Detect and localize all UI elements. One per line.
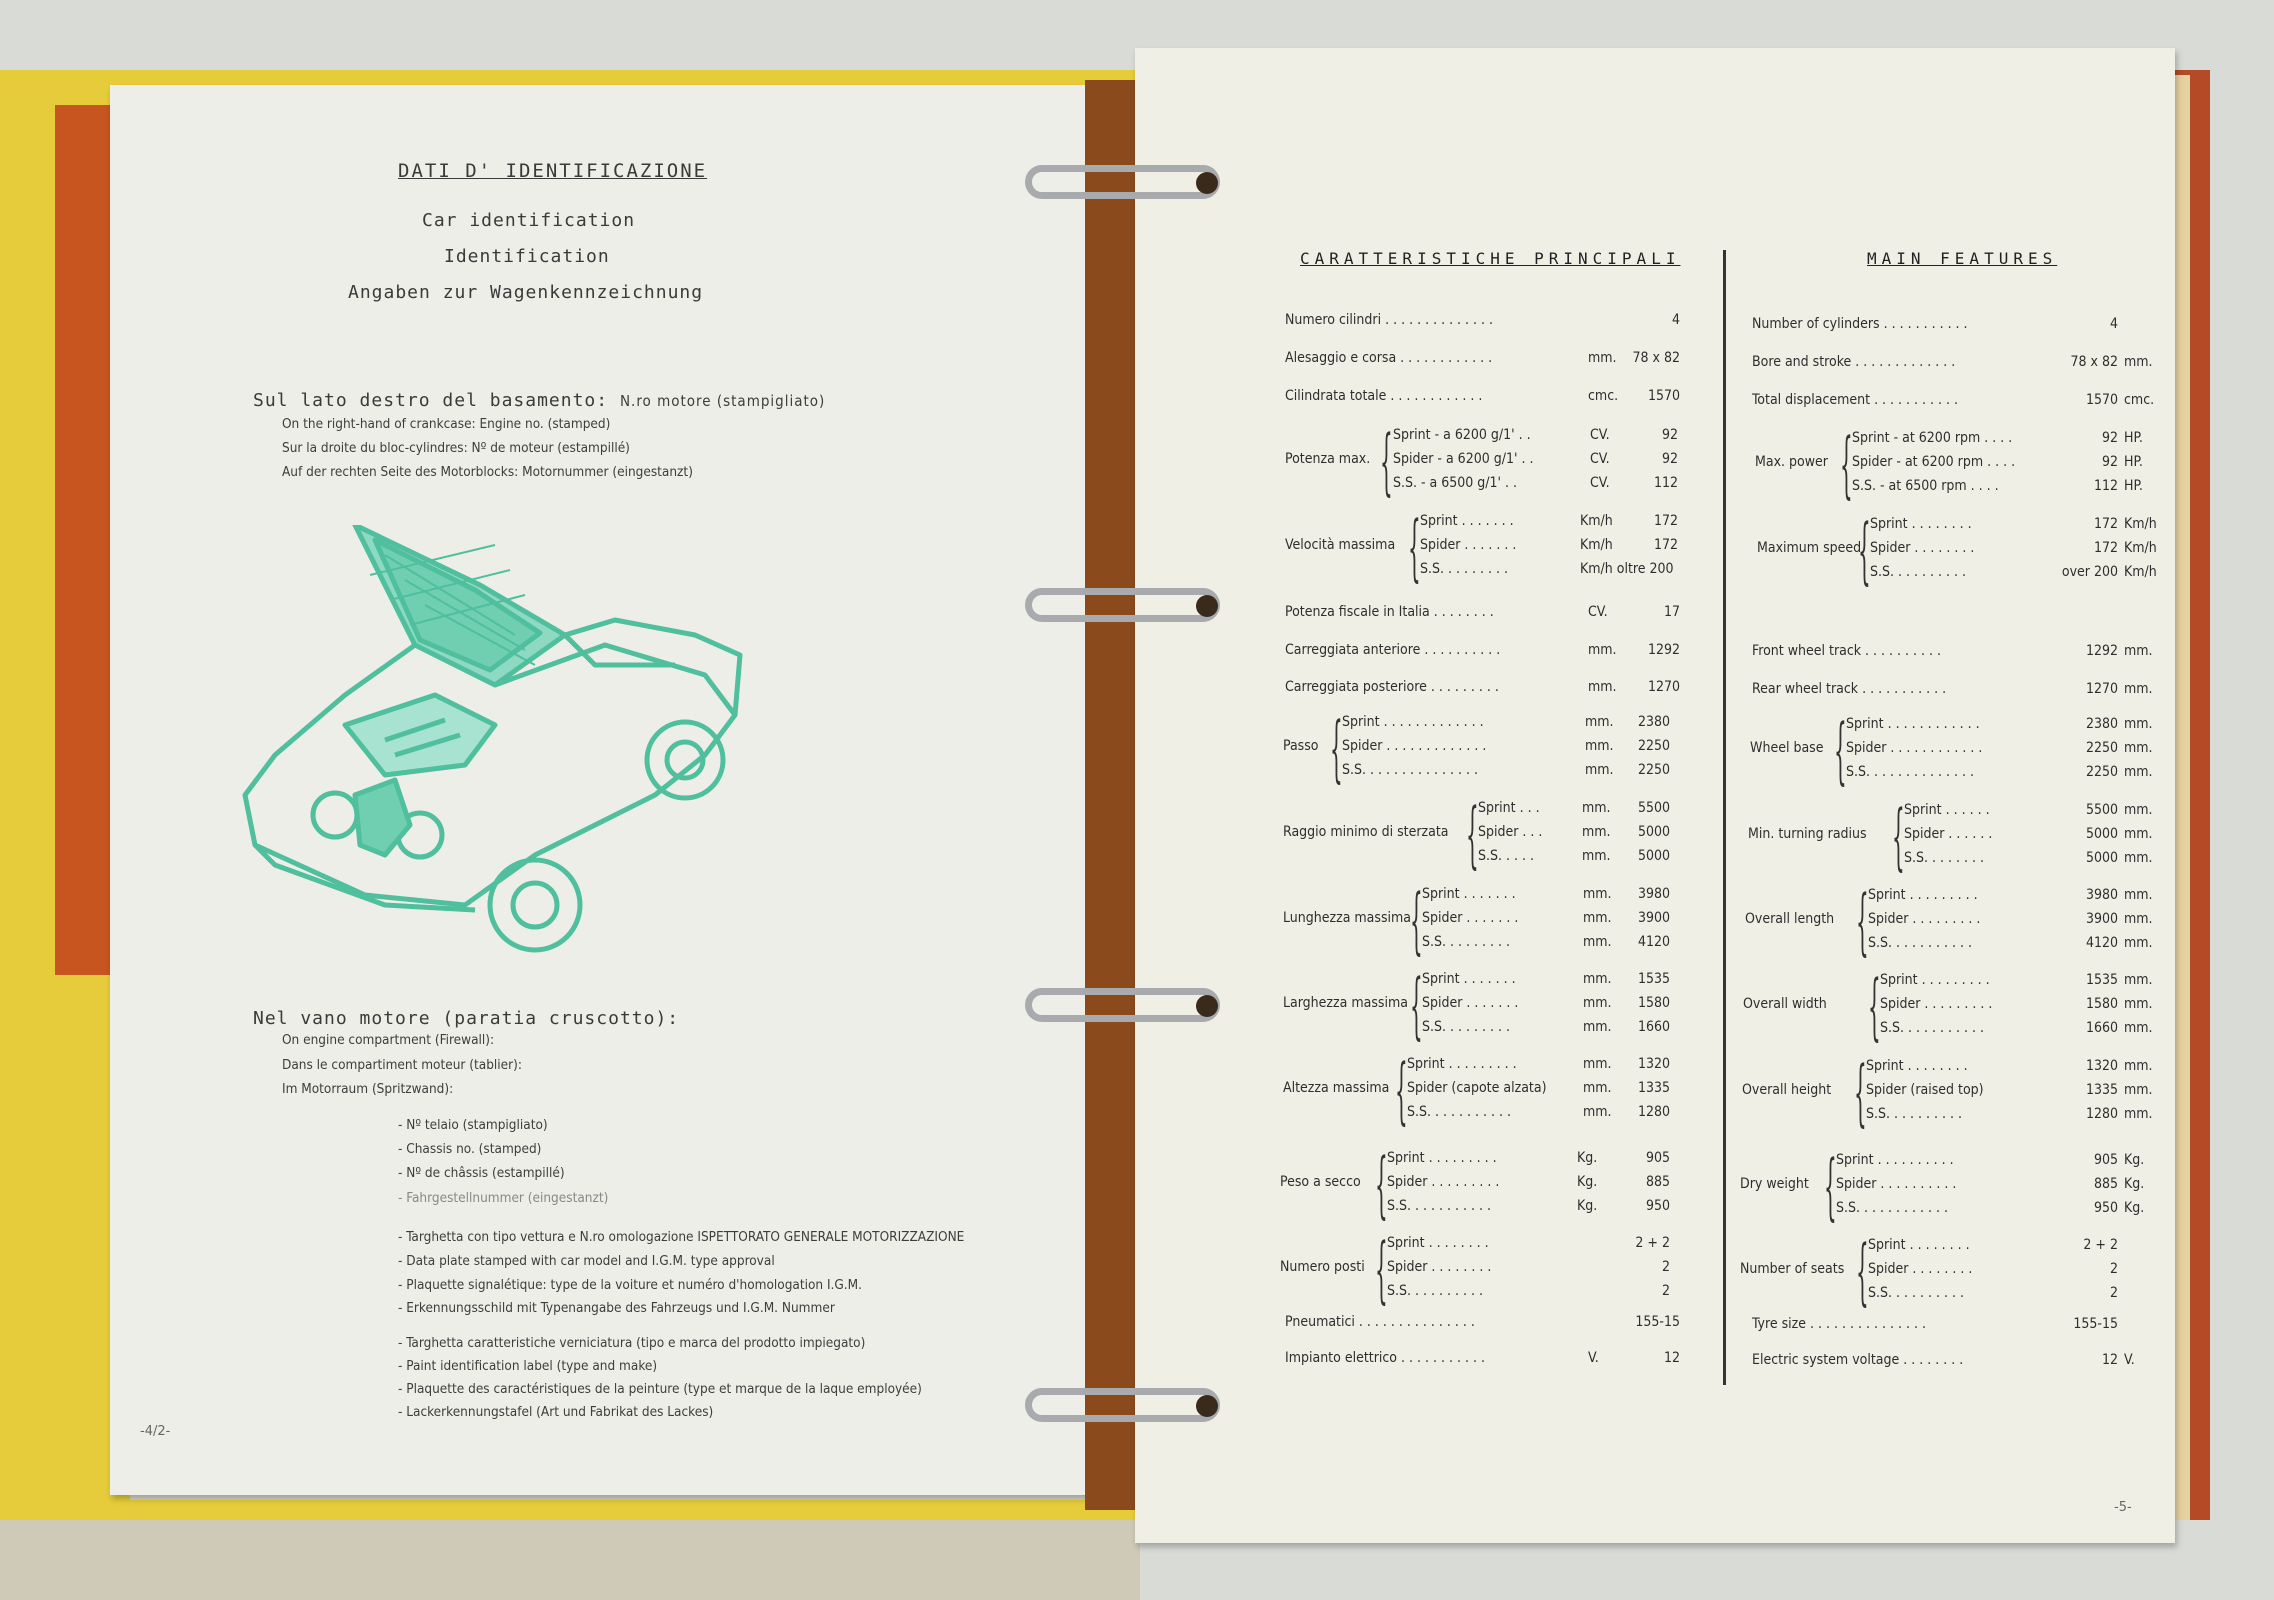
spec-label-weight: Peso a secco: [1280, 1174, 1361, 1190]
spec-label-height: Overall height: [1742, 1082, 1832, 1098]
spec-unit-rear_track: mm.: [1588, 679, 1617, 695]
spec-row-value: 1660: [2085, 1020, 2118, 1036]
spec-row-value: 2 + 2: [2083, 1237, 2118, 1253]
spec-row-unit: mm.: [2124, 802, 2153, 818]
spec-row-value: 950: [2093, 1200, 2118, 1216]
spec-unit-fiscal: CV.: [1588, 604, 1608, 620]
binder-tab-strip: [55, 105, 115, 975]
spec-value-displacement: 1570: [2085, 392, 2118, 408]
spec-row-value: 1660: [1637, 1019, 1670, 1035]
spec-label-rear_track: Carreggiata posteriore . . . . . . . . .: [1285, 679, 1499, 695]
spec-row-unit: Km/h: [2124, 564, 2157, 580]
spec-row-unit: CV.: [1590, 427, 1610, 443]
spec-row-model: Spider - a 6200 g/1' . .: [1393, 451, 1534, 467]
spec-row-model: Spider . . . . . . . .: [1387, 1259, 1492, 1275]
spec-row-model: S.S. - at 6500 rpm . . . .: [1852, 478, 1999, 494]
spec-row-model: Sprint . . . . . . . .: [1870, 516, 1972, 532]
spec-unit-front_track: mm.: [2124, 643, 2153, 659]
spec-row-value: 1580: [1637, 995, 1670, 1011]
engine-line: Auf der rechten Seite des Motorblocks: Motornummer (eingestanzt): [282, 464, 693, 480]
spec-unit-displacement: cmc.: [1588, 388, 1619, 404]
spec-row-unit: Kg.: [2124, 1200, 2145, 1216]
spec-label-displacement: Cilindrata totale . . . . . . . . . . . .: [1285, 388, 1483, 404]
spec-row-value: 112: [2093, 478, 2118, 494]
spec-row-value: 172: [1653, 513, 1678, 529]
spec-row-value: 172: [2093, 516, 2118, 532]
spec-value-bore: 78 x 82: [2070, 354, 2118, 370]
engine-line: Sur la droite du bloc-cylindres: Nº de moteur (estampillé): [282, 440, 630, 456]
spec-row-unit: mm.: [2124, 1020, 2153, 1036]
spec-row-unit: mm.: [2124, 826, 2153, 842]
spec-value-rear_track: 1270: [2085, 681, 2118, 697]
page-number-right: -5-: [2114, 1500, 2132, 1515]
brace-glyph: {: [1395, 1046, 1408, 1134]
brace-glyph: {: [1410, 961, 1423, 1049]
spec-row-value: 885: [1645, 1174, 1670, 1190]
engine-heading: [253, 390, 825, 411]
spec-row-value: 172: [2093, 540, 2118, 556]
spec-row-value: 92: [1661, 451, 1678, 467]
binder-ring: [1025, 588, 1220, 622]
subtitle-de: Angaben zur Wagenkennzeichnung: [348, 282, 704, 303]
brace-glyph: {: [1856, 1227, 1869, 1315]
plate-line: - Erkennungsschild mit Typenangabe des Fahrzeugs und I.G.M. Nummer: [398, 1300, 835, 1316]
brace-glyph: {: [1408, 503, 1421, 591]
spec-row-unit: mm.: [1583, 910, 1612, 926]
spec-row-unit: mm.: [1583, 934, 1612, 950]
paint-line: - Plaquette des caractéristiques de la peinture (type et marque de la laque employée): [398, 1381, 922, 1397]
spec-row-value: 2250: [1637, 762, 1670, 778]
spec-row-model: Spider (capote alzata): [1407, 1080, 1547, 1096]
spec-row-unit: mm.: [1583, 1104, 1612, 1120]
binder-ring: [1025, 165, 1220, 199]
spec-label-bore: Alesaggio e corsa . . . . . . . . . . . .: [1285, 350, 1493, 366]
spec-row-model: Spider . . . . . . .: [1420, 537, 1517, 553]
spec-row-model: Sprint - at 6200 rpm . . . .: [1852, 430, 2013, 446]
spec-unit-front_track: mm.: [1588, 642, 1617, 658]
spec-row-value: 2 + 2: [1635, 1235, 1670, 1251]
brace-glyph: {: [1330, 704, 1343, 792]
compartment-line: Im Motorraum (Spritzwand):: [282, 1081, 454, 1097]
chassis-line: - Nº de châssis (estampillé): [398, 1165, 565, 1181]
spec-row-value: 950: [1645, 1198, 1670, 1214]
brace-glyph: {: [1834, 706, 1847, 794]
spec-label-front_track: Front wheel track . . . . . . . . . .: [1752, 643, 1942, 659]
spec-row-unit: mm.: [1583, 1056, 1612, 1072]
spec-label-tyres: Pneumatici . . . . . . . . . . . . . . .: [1285, 1314, 1475, 1330]
spec-value-front_track: 1292: [2085, 643, 2118, 659]
spec-row-model: Sprint . . . . . . . . .: [1880, 972, 1990, 988]
spec-row-model: Sprint . . . . . . .: [1420, 513, 1514, 529]
spec-label-power: Max. power: [1755, 454, 1828, 470]
spec-row-model: S.S. . . . . . . . . .: [1868, 1285, 1964, 1301]
spec-row-value: 2: [1661, 1259, 1670, 1275]
spec-row-unit: mm.: [2124, 1082, 2153, 1098]
spec-row-unit: mm.: [2124, 935, 2153, 951]
spec-unit-electric: V.: [2124, 1352, 2135, 1368]
spec-label-displacement: Total displacement . . . . . . . . . . .: [1752, 392, 1959, 408]
spec-unit-bore: mm.: [2124, 354, 2153, 370]
punch-hole: [1196, 995, 1218, 1017]
spec-row-value: 2380: [1637, 714, 1670, 730]
spec-row-value: 3900: [2085, 911, 2118, 927]
spec-value-tyres: 155-15: [1635, 1314, 1680, 1330]
spec-row-value: 1335: [2085, 1082, 2118, 1098]
engine-heading-tail: N.ro motore (stampigliato): [619, 392, 826, 410]
spec-value-displacement: 1570: [1647, 388, 1680, 404]
chassis-line: - Nº telaio (stampigliato): [398, 1117, 548, 1133]
brace-glyph: {: [1858, 506, 1871, 594]
spec-row-unit: mm.: [2124, 1058, 2153, 1074]
spec-row-model: Spider . . . . . . . . .: [1868, 911, 1981, 927]
binder-ring: [1025, 1388, 1220, 1422]
spec-row-value: 92: [1661, 427, 1678, 443]
spec-row-value: 3980: [2085, 887, 2118, 903]
spec-row-model: Sprint . . . . . . . . . . . .: [1846, 716, 1980, 732]
spec-row-model: Spider . . . . . . . .: [1870, 540, 1975, 556]
spec-label-width: Overall width: [1743, 996, 1827, 1012]
spec-value-cylinders: 4: [2109, 316, 2118, 332]
spec-row-model: Spider . . . . . . . . .: [1387, 1174, 1500, 1190]
spec-row-value: 2380: [2085, 716, 2118, 732]
punch-hole: [1196, 595, 1218, 617]
spec-label-turning: Raggio minimo di sterzata: [1283, 824, 1449, 840]
spec-row-unit: mm.: [1585, 762, 1614, 778]
punch-hole: [1196, 1395, 1218, 1417]
car-illustration: [235, 525, 845, 965]
compartment-line: Dans le compartiment moteur (tablier):: [282, 1057, 522, 1073]
spec-row-unit: mm.: [2124, 996, 2153, 1012]
spec-label-weight: Dry weight: [1740, 1176, 1809, 1192]
spec-row-unit: mm.: [1582, 800, 1611, 816]
spec-row-unit: mm.: [2124, 764, 2153, 780]
spec-row-unit: Km/h oltre 200: [1580, 561, 1674, 577]
spec-row-unit: mm.: [2124, 911, 2153, 927]
engine-line: On the right-hand of crankcase: Engine no. (stamped): [282, 416, 611, 432]
it-header: CARATTERISTICHE PRINCIPALI: [1300, 249, 1681, 268]
spec-row-model: Spider . . . . . . . . . . . . .: [1342, 738, 1487, 754]
brace-glyph: {: [1840, 420, 1853, 508]
spec-unit-electric: V.: [1588, 1350, 1599, 1366]
spec-row-unit: Kg.: [2124, 1152, 2145, 1168]
spec-label-tyres: Tyre size . . . . . . . . . . . . . . .: [1752, 1316, 1926, 1332]
binder-spine: [1085, 80, 1140, 1510]
spec-row-value: 1535: [1637, 971, 1670, 987]
brace-glyph: {: [1892, 792, 1905, 880]
column-divider: [1723, 250, 1726, 1385]
spec-row-model: Sprint . . . . . . .: [1422, 886, 1516, 902]
brace-glyph: {: [1466, 790, 1479, 878]
spec-row-unit: HP.: [2124, 478, 2143, 494]
spec-row-value: 2250: [2085, 764, 2118, 780]
spec-row-unit: mm.: [1585, 738, 1614, 754]
spec-row-unit: mm.: [2124, 850, 2153, 866]
spec-row-model: Spider . . . . . . .: [1422, 995, 1519, 1011]
spec-row-value: over 200: [2061, 564, 2118, 580]
spec-row-unit: Kg.: [1577, 1174, 1598, 1190]
spec-row-model: S.S. . . . . . . . . . .: [1407, 1104, 1511, 1120]
spec-label-speed: Maximum speed: [1757, 540, 1862, 556]
spec-row-unit: mm.: [2124, 740, 2153, 756]
binder-ring: [1025, 988, 1220, 1022]
spec-row-value: 92: [2101, 430, 2118, 446]
brace-glyph: {: [1410, 876, 1423, 964]
identification-title: DATI D' IDENTIFICAZIONE: [398, 160, 708, 182]
spec-row-model: Sprint . . . . . . . .: [1868, 1237, 1970, 1253]
spec-row-model: Spider . . . . . .: [1904, 826, 1993, 842]
spec-unit-displacement: cmc.: [2124, 392, 2155, 408]
spec-row-model: S.S. . . . . . . . . . . . . . .: [1342, 762, 1478, 778]
spec-label-seats: Numero posti: [1280, 1259, 1365, 1275]
spec-row-model: Spider . . .: [1478, 824, 1543, 840]
spec-row-value: 5000: [1637, 824, 1670, 840]
spec-row-model: Spider (raised top): [1866, 1082, 1984, 1098]
paint-line: - Lackerkennungstafel (Art und Fabrikat des Lackes): [398, 1404, 714, 1420]
spec-row-model: S.S. . . . . . . . . .: [1866, 1106, 1962, 1122]
spec-row-unit: mm.: [1583, 1080, 1612, 1096]
spec-row-unit: Km/h: [1580, 537, 1613, 553]
spec-row-model: Sprint . . . . . . . . . .: [1836, 1152, 1954, 1168]
spec-label-length: Lunghezza massima: [1283, 910, 1412, 926]
spec-label-turning: Min. turning radius: [1748, 826, 1867, 842]
brace-glyph: {: [1380, 417, 1393, 505]
spec-row-value: 4120: [2085, 935, 2118, 951]
spec-value-front_track: 1292: [1647, 642, 1680, 658]
brace-glyph: {: [1824, 1142, 1837, 1230]
spec-row-value: 1280: [2085, 1106, 2118, 1122]
spec-row-model: Spider . . . . . . . . .: [1880, 996, 1993, 1012]
spec-row-unit: mm.: [1582, 848, 1611, 864]
spec-row-model: S.S. . . . . . . . . . . .: [1836, 1200, 1948, 1216]
spec-row-unit: mm.: [1585, 714, 1614, 730]
spec-row-model: Spider . . . . . . . . . .: [1836, 1176, 1957, 1192]
table-surface: [0, 1520, 1140, 1600]
spec-row-model: Spider . . . . . . . . . . . .: [1846, 740, 1983, 756]
spec-row-value: 92: [2101, 454, 2118, 470]
spec-row-model: Sprint . . . . . . .: [1422, 971, 1516, 987]
spec-row-value: 5500: [1637, 800, 1670, 816]
spec-row-value: 2: [1661, 1283, 1670, 1299]
spec-row-model: S.S. . . . . . . . . .: [1870, 564, 1966, 580]
spec-row-unit: Km/h: [1580, 513, 1613, 529]
spec-row-unit: mm.: [1583, 1019, 1612, 1035]
spec-value-cylinders: 4: [1671, 312, 1680, 328]
spec-row-model: S.S. . . . . . . . . . . . . .: [1846, 764, 1974, 780]
spec-label-width: Larghezza massima: [1283, 995, 1408, 1011]
spec-row-value: 1580: [2085, 996, 2118, 1012]
chassis-line: - Fahrgestellnummer (eingestanzt): [398, 1190, 609, 1206]
spec-row-unit: CV.: [1590, 475, 1610, 491]
spec-row-model: S.S. . . . . . . . . . .: [1868, 935, 1972, 951]
brace-glyph: {: [1375, 1140, 1388, 1228]
spec-row-model: Sprint . . . . . . . . .: [1407, 1056, 1517, 1072]
spec-row-value: 905: [2093, 1152, 2118, 1168]
spec-value-rear_track: 1270: [1647, 679, 1680, 695]
plate-line: - Data plate stamped with car model and I.G.M. type approval: [398, 1253, 775, 1269]
spec-label-electric: Electric system voltage . . . . . . . .: [1752, 1352, 1964, 1368]
spec-row-model: S.S. . . . . . . . .: [1420, 561, 1508, 577]
spec-row-value: 885: [2093, 1176, 2118, 1192]
spec-label-seats: Number of seats: [1740, 1261, 1845, 1277]
spec-row-unit: mm.: [1583, 886, 1612, 902]
spec-row-model: Sprint . . . . . . . .: [1387, 1235, 1489, 1251]
spec-label-cylinders: Number of cylinders . . . . . . . . . . .: [1752, 316, 1968, 332]
spec-label-speed: Velocità massima: [1285, 537, 1396, 553]
spec-row-value: 112: [1653, 475, 1678, 491]
spec-row-model: Sprint . . . . . . . . . . . . .: [1342, 714, 1484, 730]
paint-line: - Targhetta caratteristiche verniciatura (tipo e marca del prodotto impiegato): [398, 1335, 866, 1351]
engine-heading-text: Sul lato destro del basamento:: [253, 390, 609, 411]
punch-hole: [1196, 172, 1218, 194]
spec-value-fiscal: 17: [1663, 604, 1680, 620]
page-number-left: -4/2-: [140, 1424, 171, 1439]
spec-row-unit: HP.: [2124, 430, 2143, 446]
subtitle-en: Car identification: [422, 210, 636, 231]
spec-row-value: 5000: [2085, 850, 2118, 866]
spec-row-value: 1535: [2085, 972, 2118, 988]
spec-row-model: Spider - at 6200 rpm . . . .: [1852, 454, 2016, 470]
spec-row-value: 4120: [1637, 934, 1670, 950]
spec-unit-bore: mm.: [1588, 350, 1617, 366]
spec-label-electric: Impianto elettrico . . . . . . . . . . .: [1285, 1350, 1485, 1366]
spec-row-model: S.S. . . . .: [1478, 848, 1534, 864]
spec-row-model: S.S. . . . . . . . .: [1422, 1019, 1510, 1035]
spec-row-unit: mm.: [1583, 995, 1612, 1011]
compartment-heading: Nel vano motore (paratia cruscotto):: [253, 1008, 680, 1029]
spec-label-length: Overall length: [1745, 911, 1835, 927]
spec-label-cylinders: Numero cilindri . . . . . . . . . . . . . .: [1285, 312, 1494, 328]
spec-value-bore: 78 x 82: [1632, 350, 1680, 366]
spec-row-model: S.S. . . . . . . . . .: [1387, 1283, 1483, 1299]
spec-row-model: Sprint . . . . . . . . .: [1387, 1150, 1497, 1166]
spec-label-front_track: Carreggiata anteriore . . . . . . . . . .: [1285, 642, 1501, 658]
spec-value-electric: 12: [1663, 1350, 1680, 1366]
spec-row-value: 1320: [1637, 1056, 1670, 1072]
spec-row-model: Sprint . . . . . .: [1904, 802, 1990, 818]
brace-glyph: {: [1854, 1048, 1867, 1136]
spec-row-value: 2250: [2085, 740, 2118, 756]
spec-label-power: Potenza max.: [1285, 451, 1371, 467]
spec-row-unit: Km/h: [2124, 540, 2157, 556]
spec-row-value: 2: [2109, 1285, 2118, 1301]
spec-row-unit: mm.: [2124, 972, 2153, 988]
spec-row-value: 1335: [1637, 1080, 1670, 1096]
chassis-line: - Chassis no. (stamped): [398, 1141, 542, 1157]
spec-row-model: S.S. . . . . . . .: [1904, 850, 1984, 866]
spec-row-model: Spider . . . . . . . .: [1868, 1261, 1973, 1277]
spec-row-unit: Kg.: [1577, 1150, 1598, 1166]
paint-line: - Paint identification label (type and make): [398, 1358, 658, 1374]
spec-row-model: Sprint - a 6200 g/1' . .: [1393, 427, 1531, 443]
spec-row-value: 5000: [2085, 826, 2118, 842]
plate-line: - Plaquette signalétique: type de la voiture et numéro d'homologation I.G.M.: [398, 1277, 863, 1293]
spec-row-value: 172: [1653, 537, 1678, 553]
spec-row-value: 1280: [1637, 1104, 1670, 1120]
spec-row-unit: HP.: [2124, 454, 2143, 470]
spec-row-value: 5500: [2085, 802, 2118, 818]
brace-glyph: {: [1868, 962, 1881, 1050]
spec-row-value: 905: [1645, 1150, 1670, 1166]
spec-label-height: Altezza massima: [1283, 1080, 1390, 1096]
spec-unit-rear_track: mm.: [2124, 681, 2153, 697]
spec-row-model: S.S. - a 6500 g/1' . .: [1393, 475, 1518, 491]
spec-row-value: 2: [2109, 1261, 2118, 1277]
spec-row-model: Sprint . . . . . . . .: [1866, 1058, 1968, 1074]
spec-row-model: Sprint . . .: [1478, 800, 1540, 816]
spec-label-bore: Bore and stroke . . . . . . . . . . . . .: [1752, 354, 1956, 370]
spec-row-value: 1320: [2085, 1058, 2118, 1074]
spec-row-value: 3980: [1637, 886, 1670, 902]
spec-value-tyres: 155-15: [2073, 1316, 2118, 1332]
spec-row-unit: mm.: [1582, 824, 1611, 840]
spec-row-unit: mm.: [2124, 1106, 2153, 1122]
spec-row-value: 5000: [1637, 848, 1670, 864]
compartment-line: On engine compartment (Firewall):: [282, 1032, 495, 1048]
spec-row-unit: CV.: [1590, 451, 1610, 467]
en-header: MAIN FEATURES: [1867, 249, 2058, 268]
spec-row-model: S.S. . . . . . . . . . .: [1387, 1198, 1491, 1214]
spec-row-model: Sprint . . . . . . . . .: [1868, 887, 1978, 903]
spec-label-wheelbase: Wheel base: [1750, 740, 1824, 756]
spec-row-model: Spider . . . . . . .: [1422, 910, 1519, 926]
spec-value-electric: 12: [2101, 1352, 2118, 1368]
spec-label-wheelbase: Passo: [1283, 738, 1319, 754]
spec-row-value: 2250: [1637, 738, 1670, 754]
spec-row-value: 3900: [1637, 910, 1670, 926]
spec-label-fiscal: Potenza fiscale in Italia . . . . . . . .: [1285, 604, 1494, 620]
spec-row-unit: Kg.: [1577, 1198, 1598, 1214]
spec-row-model: S.S. . . . . . . . . . .: [1880, 1020, 1984, 1036]
spec-row-unit: mm.: [2124, 887, 2153, 903]
brace-glyph: {: [1856, 877, 1869, 965]
brace-glyph: {: [1375, 1225, 1388, 1313]
plate-line: - Targhetta con tipo vettura e N.ro omologazione ISPETTORATO GENERALE MOTORIZZAZIONE: [398, 1229, 965, 1245]
spec-row-unit: mm.: [1583, 971, 1612, 987]
spec-row-unit: Kg.: [2124, 1176, 2145, 1192]
spec-row-unit: Km/h: [2124, 516, 2157, 532]
spec-row-model: S.S. . . . . . . . .: [1422, 934, 1510, 950]
subtitle-fr: Identification: [444, 246, 610, 267]
spec-row-unit: mm.: [2124, 716, 2153, 732]
spec-label-rear_track: Rear wheel track . . . . . . . . . . .: [1752, 681, 1947, 697]
